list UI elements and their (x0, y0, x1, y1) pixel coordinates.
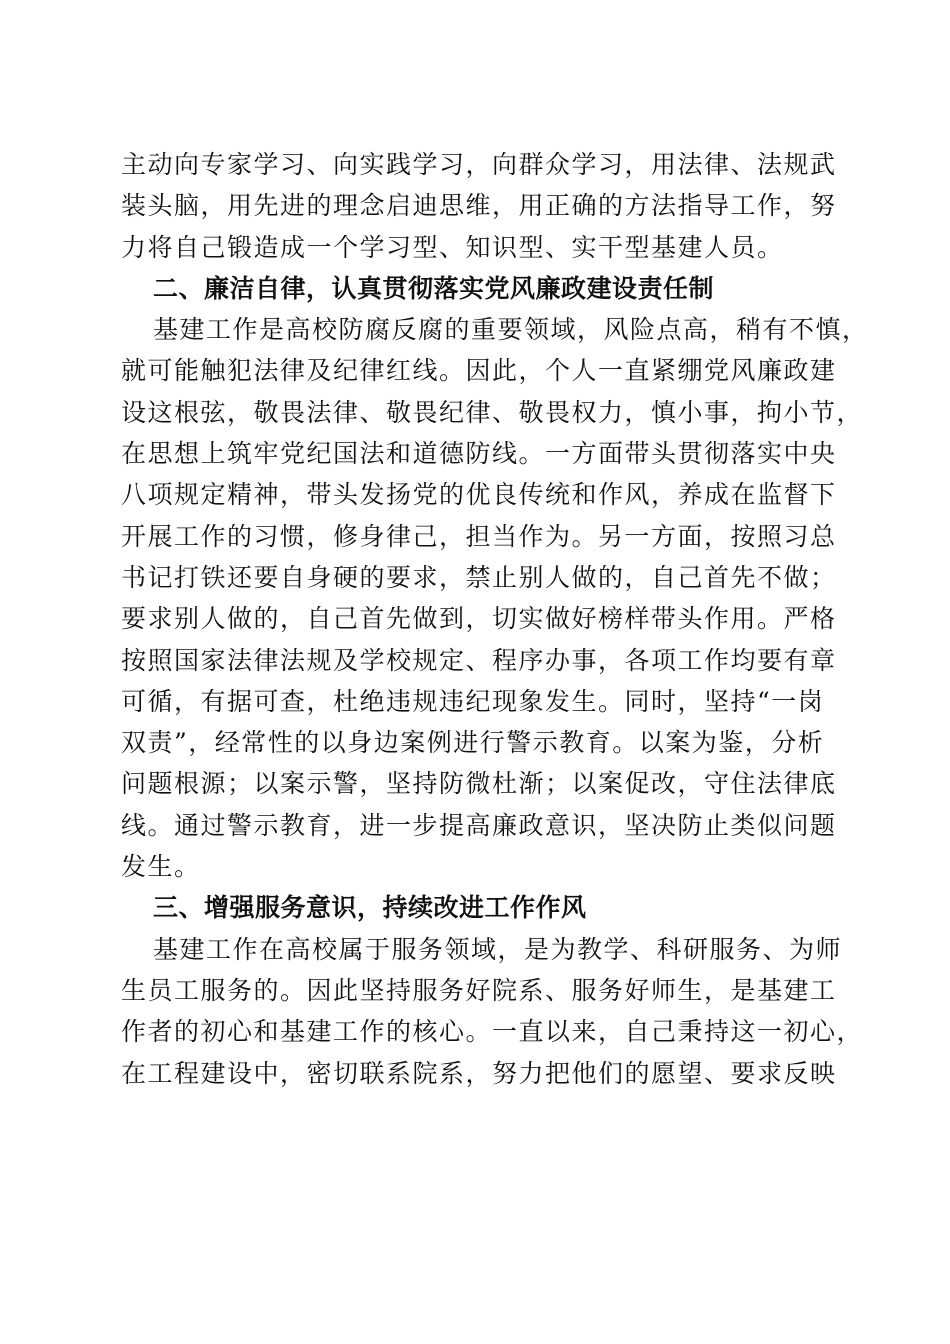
paragraph-line: 发生。 (121, 852, 201, 882)
paragraph-line: 在工程建设中，密切联系院系，努力把他们的愿望、要求反映 (121, 1058, 837, 1088)
paragraph-line: 生员工服务的。因此坚持服务好院系、服务好师生，是基建工 (121, 975, 837, 1005)
paragraph-line: 主动向专家学习、向实践学习，向群众学习，用法律、法规武 (121, 150, 837, 179)
paragraph-line: 作者的初心和基建工作的核心。一直以来，自己秉持这一初心， (121, 1017, 864, 1047)
paragraph-line: 八项规定精神，带头发扬党的优良传统和作风，养成在监督下 (121, 480, 837, 510)
section-heading-3: 三、增强服务意识，持续改进工作作风 (153, 893, 587, 923)
paragraph-line: 装头脑，用先进的理念启迪思维，用正确的方法指导工作，努 (121, 191, 837, 221)
paragraph-line: 问题根源；以案示警，坚持防微杜渐；以案促改，守住法律底 (121, 769, 837, 799)
paragraph-line: 按照国家法律法规及学校规定、程序办事，各项工作均要有章 (121, 645, 837, 675)
section-heading-2: 二、廉洁自律，认真贯彻落实党风廉政建设责任制 (153, 273, 715, 303)
paragraph-line: 基建工作是高校防腐反腐的重要领域，风险点高，稍有不慎， (153, 315, 869, 345)
paragraph-line: 线。通过警示教育，进一步提高廉政意识，坚决防止类似问题 (121, 810, 837, 840)
paragraph-line: 要求别人做的，自己首先做到，切实做好榜样带头作用。严格 (121, 604, 837, 634)
paragraph-line: 力将自己锻造成一个学习型、知识型、实干型基建人员。 (121, 232, 784, 262)
paragraph-line: 设这根弦，敬畏法律、敬畏纪律、敬畏权力，慎小事，拘小节， (121, 397, 864, 427)
paragraph-line: 就可能触犯法律及纪律红线。因此，个人一直紧绷党风廉政建 (121, 356, 837, 386)
paragraph-line: 书记打铁还要自身硬的要求，禁止别人做的，自己首先不做； (121, 562, 837, 592)
paragraph-line: 开展工作的习惯，修身律己，担当作为。另一方面，按照习总 (121, 521, 837, 551)
paragraph-line: 双责”，经常性的以身边案例进行警示教育。以案为鉴，分析 (121, 728, 825, 758)
document-body (121, 144, 869, 1094)
paragraph-line: 可循，有据可查，杜绝违规违纪现象发生。同时，坚持“一岗 (121, 686, 825, 716)
paragraph-line: 基建工作在高校属于服务领域，是为教学、科研服务、为师 (153, 934, 843, 964)
paragraph-line: 在思想上筑牢党纪国法和道德防线。一方面带头贯彻落实中央 (121, 439, 837, 469)
